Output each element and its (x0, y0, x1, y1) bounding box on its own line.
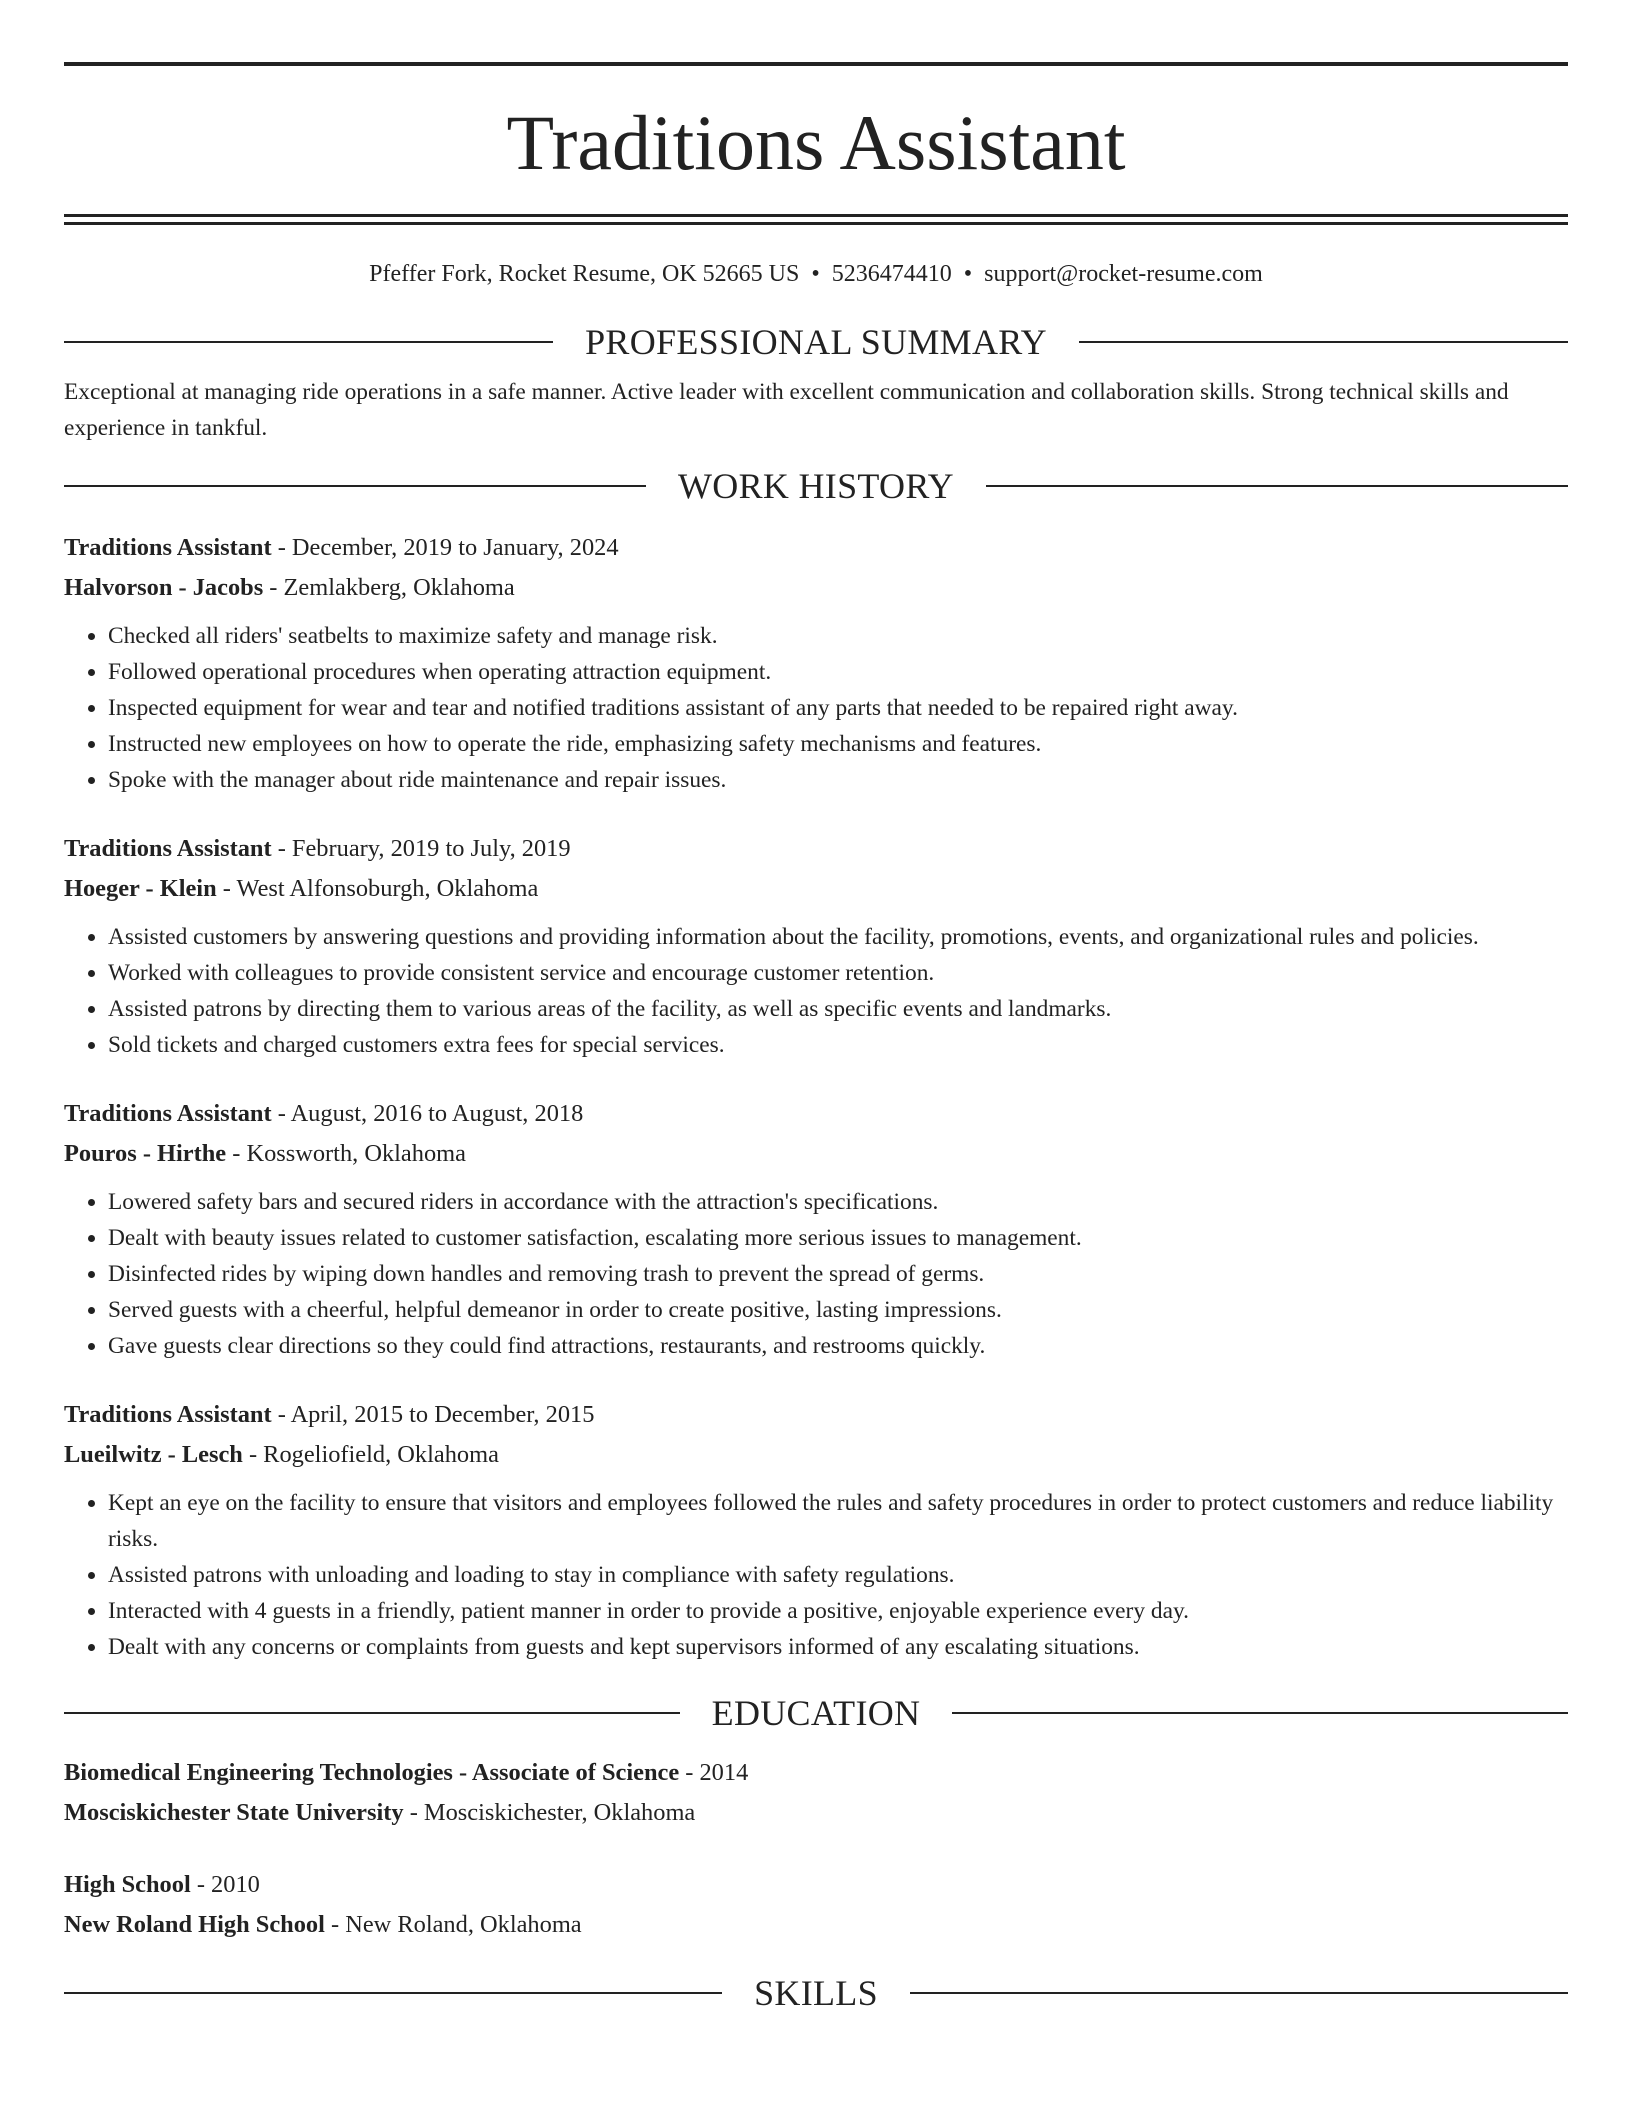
education-year: - 2010 (190, 1871, 260, 1898)
job-bullet: • Assisted patrons with unloading and loading to stay in compliance with safety regulations. (108, 1557, 1568, 1593)
section-heading-skills (64, 1975, 1568, 2011)
job-title-line (64, 1094, 1568, 1134)
education-year: - 2014 (679, 1759, 749, 1786)
education-location: - Mosciskichester, Oklahoma (403, 1799, 696, 1826)
contact-phone: 5236474410 (831, 261, 952, 287)
summary-text: Exceptional at managing ride operations in a safe manner. Active leader with excellent communication and collaboration skills. Strong technical skills and experience in tankful. (64, 379, 1509, 441)
job-bullets (64, 1184, 1568, 1364)
contact-line (64, 262, 1568, 286)
job-title: Traditions Assistant (64, 534, 272, 561)
contact-separator: • (811, 261, 820, 287)
education-school-line (64, 1793, 1568, 1833)
job-title: Traditions Assistant (64, 1100, 272, 1127)
job-bullet: • Dealt with beauty issues related to customer satisfaction, escalating more serious issues to management. (108, 1220, 1568, 1256)
job-bullet: • Inspected equipment for wear and tear and notified traditions assistant of any parts that needed to be repaired right away. (108, 690, 1568, 726)
job-location: - Kossworth, Oklahoma (226, 1140, 466, 1167)
heading-rule (986, 485, 1568, 487)
top-rule (64, 62, 1568, 66)
education-school: Mosciskichester State University (64, 1799, 404, 1826)
job-dates: - August, 2016 to August, 2018 (271, 1100, 584, 1127)
section-heading-work-history (64, 468, 1568, 504)
section-title: WORK HISTORY (678, 466, 954, 506)
job-dates: - December, 2019 to January, 2024 (271, 534, 619, 561)
job-company-line (64, 869, 1568, 909)
education-school-line (64, 1905, 1568, 1945)
header-double-rule (64, 214, 1568, 225)
job-bullets (64, 1485, 1568, 1665)
job-bullet: • Interacted with 4 guests in a friendly, patient manner in order to provide a positive, enjoyable experience every day. (108, 1593, 1568, 1629)
job-location: - West Alfonsoburgh, Oklahoma (216, 875, 539, 902)
job-location: - Zemlakberg, Oklahoma (263, 574, 515, 601)
education-degree-line (64, 1753, 1568, 1793)
heading-rule (952, 1712, 1568, 1714)
job-entry (64, 1395, 1568, 1665)
job-dates: - February, 2019 to July, 2019 (271, 835, 571, 862)
job-bullets (64, 919, 1568, 1063)
job-company: Lueilwitz - Lesch (64, 1441, 243, 1468)
job-dates: - April, 2015 to December, 2015 (271, 1401, 595, 1428)
job-bullet: • Checked all riders' seatbelts to maximize safety and manage risk. (108, 618, 1568, 654)
contact-address: Pfeffer Fork, Rocket Resume, OK 52665 US (369, 261, 800, 287)
job-title-line (64, 528, 1568, 568)
heading-rule (64, 1992, 722, 1994)
job-bullet: • Followed operational procedures when operating attraction equipment. (108, 654, 1568, 690)
job-bullet: • Sold tickets and charged customers extra fees for special services. (108, 1027, 1568, 1063)
heading-rule (64, 485, 646, 487)
contact-separator: • (963, 261, 973, 287)
job-bullet: • Served guests with a cheerful, helpful demeanor in order to create positive, lasting impressions. (108, 1292, 1568, 1328)
job-bullet: • Disinfected rides by wiping down handles and removing trash to prevent the spread of germs. (108, 1256, 1568, 1292)
job-title-line (64, 829, 1568, 869)
section-heading-education (64, 1695, 1568, 1731)
contact-email[interactable]: support@rocket-resume.com (984, 261, 1263, 287)
job-entry (64, 528, 1568, 798)
section-title: EDUCATION (711, 1693, 921, 1733)
job-company: Pouros - Hirthe (64, 1140, 227, 1167)
job-bullet: • Assisted patrons by directing them to various areas of the facility, as well as specific events and landmarks. (108, 991, 1568, 1027)
job-title: Traditions Assistant (64, 835, 272, 862)
heading-rule (64, 341, 553, 343)
resume-name: Traditions Assistant (506, 99, 1126, 186)
section-heading-summary (64, 324, 1568, 360)
job-bullet: • Instructed new employees on how to operate the ride, emphasizing safety mechanisms and features. (108, 726, 1568, 762)
job-bullet: • Assisted customers by answering questions and providing information about the facility, promotions, events, and organizational rules and policies. (108, 919, 1568, 955)
job-bullet: • Kept an eye on the facility to ensure that visitors and employees followed the rules and safety procedures in order to protect customers and reduce liability risks. (108, 1485, 1568, 1557)
job-bullet: • Lowered safety bars and secured riders in accordance with the attraction's specifications. (108, 1184, 1568, 1220)
education-entry (64, 1865, 1568, 1945)
job-bullet: • Dealt with any concerns or complaints from guests and kept supervisors informed of any escalating situations. (108, 1629, 1568, 1665)
job-entry (64, 1094, 1568, 1364)
job-bullets (64, 618, 1568, 798)
heading-rule (1079, 341, 1568, 343)
education-location: - New Roland, Oklahoma (324, 1911, 582, 1938)
heading-rule (64, 1712, 680, 1714)
section-title: SKILLS (754, 1973, 878, 2013)
heading-rule (910, 1992, 1568, 1994)
job-bullet: • Worked with colleagues to provide consistent service and encourage customer retention. (108, 955, 1568, 991)
job-title-line (64, 1395, 1568, 1435)
job-bullet: • Spoke with the manager about ride maintenance and repair issues. (108, 762, 1568, 798)
job-location: - Rogeliofield, Oklahoma (242, 1441, 499, 1468)
section-title: PROFESSIONAL SUMMARY (585, 322, 1047, 362)
education-degree-line (64, 1865, 1568, 1905)
job-company-line (64, 568, 1568, 608)
job-company-line (64, 1134, 1568, 1174)
education-school: New Roland High School (64, 1911, 325, 1938)
job-company: Halvorson - Jacobs (64, 574, 264, 601)
job-entry (64, 829, 1568, 1063)
education-degree: High School (64, 1871, 191, 1898)
education-degree: Biomedical Engineering Technologies - Associate of Science (64, 1759, 680, 1786)
job-company-line (64, 1435, 1568, 1475)
job-bullet: • Gave guests clear directions so they could find attractions, restaurants, and restrooms quickly. (108, 1328, 1568, 1364)
education-entry (64, 1753, 1568, 1833)
job-title: Traditions Assistant (64, 1401, 272, 1428)
job-company: Hoeger - Klein (64, 875, 217, 902)
